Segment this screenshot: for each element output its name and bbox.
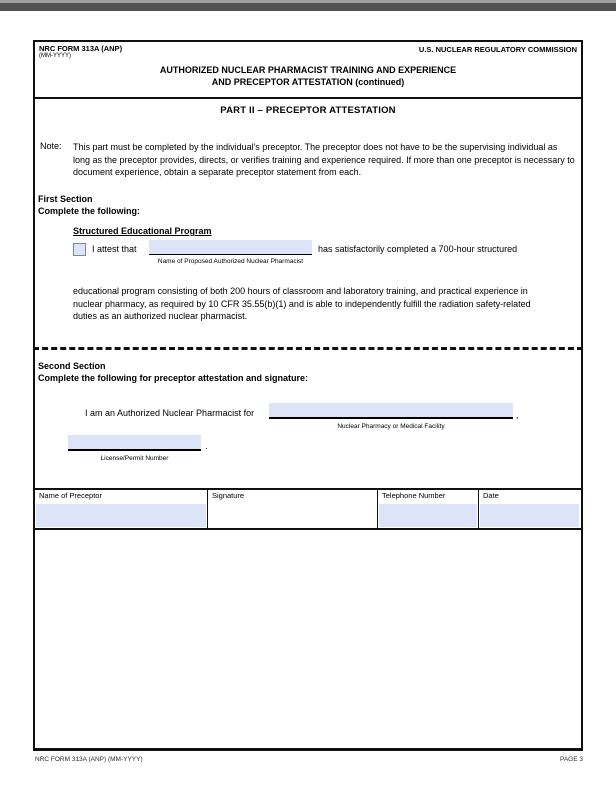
license-period: . <box>205 441 208 451</box>
column-header-telephone-number: Telephone Number <box>382 491 446 500</box>
first-section-subheading: Complete the following: <box>38 206 140 216</box>
agency-name: U.S. NUCLEAR REGULATORY COMMISSION <box>418 45 577 54</box>
note-text: This part must be completed by the individual's preceptor. The preceptor does not have to be the supervising individual as long as the preceptor provides, directs, or verifies training and experience required. If more than one preceptor is necessary to document experience, obtain a separate preceptor statement from each. <box>73 142 575 177</box>
form-page <box>33 40 583 751</box>
proposed-pharmacist-name-field[interactable] <box>149 240 312 255</box>
attest-suffix-text: has satisfactorily completed a 700-hour structured <box>318 244 518 254</box>
pharmacist-statement-text: I am an Authorized Nuclear Pharmacist for <box>85 408 255 418</box>
table-bottom-border <box>33 528 583 530</box>
proposed-pharmacist-name-label: Name of Proposed Authorized Nuclear Pharmacist <box>157 258 304 265</box>
facility-field-label: Nuclear Pharmacy or Medical Facility <box>337 423 445 430</box>
structured-program-heading: Structured Educational Program <box>73 226 212 236</box>
note-label: Note: <box>40 141 62 151</box>
second-section-heading: Second Section <box>38 361 106 371</box>
form-date-stamp: (MM-YYYY) <box>39 53 71 59</box>
telephone-number-field[interactable] <box>379 504 477 527</box>
form-number: NRC FORM 313A (ANP) <box>39 44 123 53</box>
column-header-name-of-preceptor: Name of Preceptor <box>39 491 102 500</box>
table-top-border <box>33 488 583 490</box>
form-title-line2: AND PRECEPTOR ATTESTATION (continued) <box>211 77 405 87</box>
window-title-bar <box>0 3 616 11</box>
date-field[interactable] <box>480 504 579 527</box>
preceptor-name-field[interactable] <box>36 504 206 527</box>
footer-page-number: PAGE 3 <box>559 756 583 763</box>
second-section-subheading: Complete the following for preceptor attestation and signature: <box>38 373 309 383</box>
signature-area[interactable] <box>209 504 376 527</box>
header-divider <box>33 97 583 99</box>
license-number-field[interactable] <box>68 435 201 451</box>
attest-checkbox[interactable] <box>73 243 86 256</box>
part-title: PART II – PRECEPTOR ATTESTATION <box>220 105 396 116</box>
first-section-paragraph: educational program consisting of both 200 hours of classroom and laboratory training, and practical experience in nuclear pharmacy, as required by 10 CFR 35.55(b)(1) and is able to independently fulfill the radiation safety-related duties as an authorized nuclear pharmacist. <box>73 286 531 321</box>
column-header-date: Date <box>483 491 499 500</box>
first-section-heading: First Section <box>38 194 93 204</box>
column-header-signature: Signature <box>212 491 245 500</box>
facility-field[interactable] <box>269 403 513 419</box>
table-column-divider <box>207 488 208 530</box>
license-field-label: License/Permit Number <box>100 455 169 462</box>
facility-comma: , <box>516 410 519 420</box>
attest-prefix-text: I attest that <box>92 244 137 254</box>
section-dashed-divider <box>33 347 583 350</box>
footer-form-number: NRC FORM 313A (ANP) (MM-YYYY) <box>35 756 143 763</box>
table-column-divider <box>478 488 479 530</box>
table-column-divider <box>377 488 378 530</box>
form-title-line1: AUTHORIZED NUCLEAR PHARMACIST TRAINING AND EXPERIENCE <box>159 65 457 75</box>
